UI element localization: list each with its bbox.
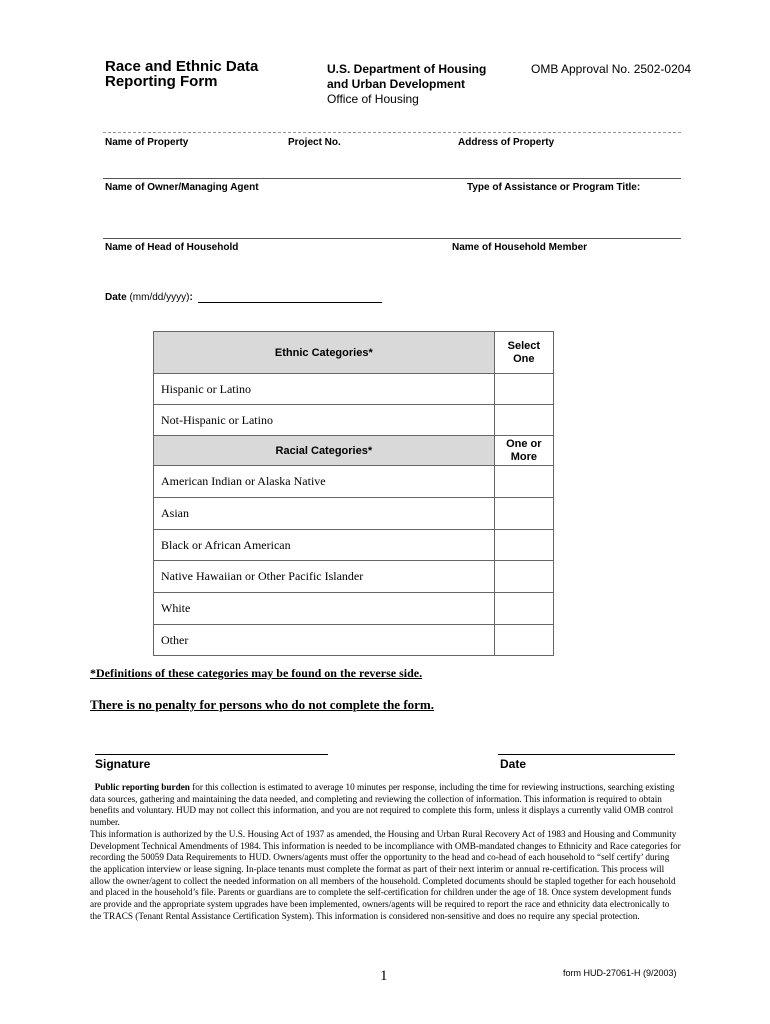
divider bbox=[103, 238, 681, 239]
divider bbox=[103, 132, 681, 133]
project-no-label: Project No. bbox=[288, 137, 341, 148]
racial-option-asian: Asian bbox=[154, 498, 495, 530]
date-format-hint: (mm/dd/yyyy) bbox=[129, 292, 190, 303]
racial-checkbox-white[interactable] bbox=[494, 593, 553, 625]
one-or-more-line1: One or bbox=[506, 437, 542, 450]
date-colon: : bbox=[189, 292, 193, 303]
ethnic-checkbox-not-hispanic[interactable] bbox=[494, 405, 553, 436]
property-name-label: Name of Property bbox=[105, 137, 189, 148]
signature-date-label: Date bbox=[500, 757, 527, 771]
ethnic-option-not-hispanic: Not-Hispanic or Latino bbox=[154, 405, 495, 436]
date-input-line[interactable] bbox=[198, 291, 382, 303]
form-title-line1: Race and Ethnic Data bbox=[105, 58, 259, 75]
racial-checkbox-black[interactable] bbox=[494, 530, 553, 561]
definitions-note: *Definitions of these categories may be found on the reverse side. bbox=[90, 666, 423, 680]
racial-option-pacific-islander: Native Hawaiian or Other Pacific Islander bbox=[154, 561, 495, 593]
ethnic-option-hispanic: Hispanic or Latino bbox=[154, 374, 495, 405]
department-line1: U.S. Department of Housing bbox=[327, 62, 487, 76]
select-one-header bbox=[494, 332, 553, 374]
form-title-line2: Reporting Form bbox=[105, 73, 218, 90]
racial-checkbox-pacific-islander[interactable] bbox=[494, 561, 553, 593]
form-number: form HUD-27061-H (9/2003) bbox=[563, 968, 677, 978]
omb-approval: OMB Approval No. 2502-0204 bbox=[531, 62, 692, 76]
date-field[interactable] bbox=[105, 291, 382, 303]
form-title bbox=[105, 59, 258, 89]
racial-checkbox-asian[interactable] bbox=[494, 498, 553, 530]
signature-label: Signature bbox=[95, 757, 151, 771]
one-or-more-line2: More bbox=[510, 450, 537, 463]
head-of-household-label: Name of Head of Household bbox=[105, 242, 239, 253]
burden-text-1: for this collection is estimated to average 10 minutes per response, including the time for reviewing instructions, searching existing data sources, gathering and maintaining the data needed, and completing and reviewing the collection of information. This information is required to obtain benefits and voluntary. HUD may not collect this information, and you are not required to complete this form, unless it displays a currently valid OMB control number. bbox=[90, 782, 675, 828]
no-penalty-note: There is no penalty for persons who do not complete the form. bbox=[90, 697, 435, 712]
select-one-line2: One bbox=[513, 352, 535, 365]
ethnic-categories-header: Ethnic Categories* bbox=[154, 332, 495, 374]
signature-line[interactable] bbox=[95, 754, 328, 755]
ethnic-checkbox-hispanic[interactable] bbox=[494, 374, 553, 405]
department-line2: and Urban Development bbox=[327, 77, 466, 91]
department-office: Office of Housing bbox=[327, 92, 419, 106]
racial-categories-header: Racial Categories* bbox=[154, 436, 495, 466]
racial-option-black: Black or African American bbox=[154, 530, 495, 561]
burden-paragraph-2: This information is authorized by the U.S. Housing Act of 1937 as amended, the Housing and Urban Rural Recovery Act of 1983 and Housing and Community Development Technical Amendments of 1984. This information is needed to be incompliance with OMB-mandated changes to Ethnicity and Race categories for recording the 50059 Data Requirements to HUD. Owners/agents must offer the opportunity to the head and co-head of each household to “self certify’ during the application interview or lease signing. In-place tenants must complete the format as part of their next interim or annual re-certification. This process will allow the owner/agent to collect the needed information on all members of the household. Completed documents should be stapled together for each household and placed in the household’s file. Parents or guardians are to complete the self-certification for children under the age of 18. Once system development funds are provide and the appropriate system upgrades have been implemented, owners/agents will be required to report the race and ethnicity data electronically to the TRACS (Tenant Rental Assistance Certification System). This information is considered non-sensitive and does no require any special protection. bbox=[90, 828, 681, 921]
signature-date-line[interactable] bbox=[498, 754, 675, 755]
racial-option-white: White bbox=[154, 593, 495, 625]
racial-option-american-indian: American Indian or Alaska Native bbox=[154, 466, 495, 498]
racial-checkbox-american-indian[interactable] bbox=[494, 466, 553, 498]
owner-agent-label: Name of Owner/Managing Agent bbox=[105, 182, 259, 193]
racial-checkbox-other[interactable] bbox=[494, 625, 553, 656]
divider bbox=[103, 178, 681, 179]
department-block bbox=[327, 62, 486, 107]
categories-table bbox=[153, 331, 554, 656]
burden-paragraph-1 bbox=[90, 782, 682, 829]
date-label: Date bbox=[105, 292, 127, 303]
property-address-label: Address of Property bbox=[458, 137, 555, 148]
select-one-line1: Select bbox=[507, 339, 541, 352]
one-or-more-header bbox=[494, 436, 553, 466]
household-member-label: Name of Household Member bbox=[452, 242, 588, 253]
page-number: 1 bbox=[380, 968, 388, 984]
burden-statement bbox=[90, 782, 682, 922]
assistance-type-label: Type of Assistance or Program Title: bbox=[467, 182, 641, 193]
burden-lead: Public reporting burden bbox=[94, 782, 190, 792]
racial-option-other: Other bbox=[154, 625, 495, 656]
